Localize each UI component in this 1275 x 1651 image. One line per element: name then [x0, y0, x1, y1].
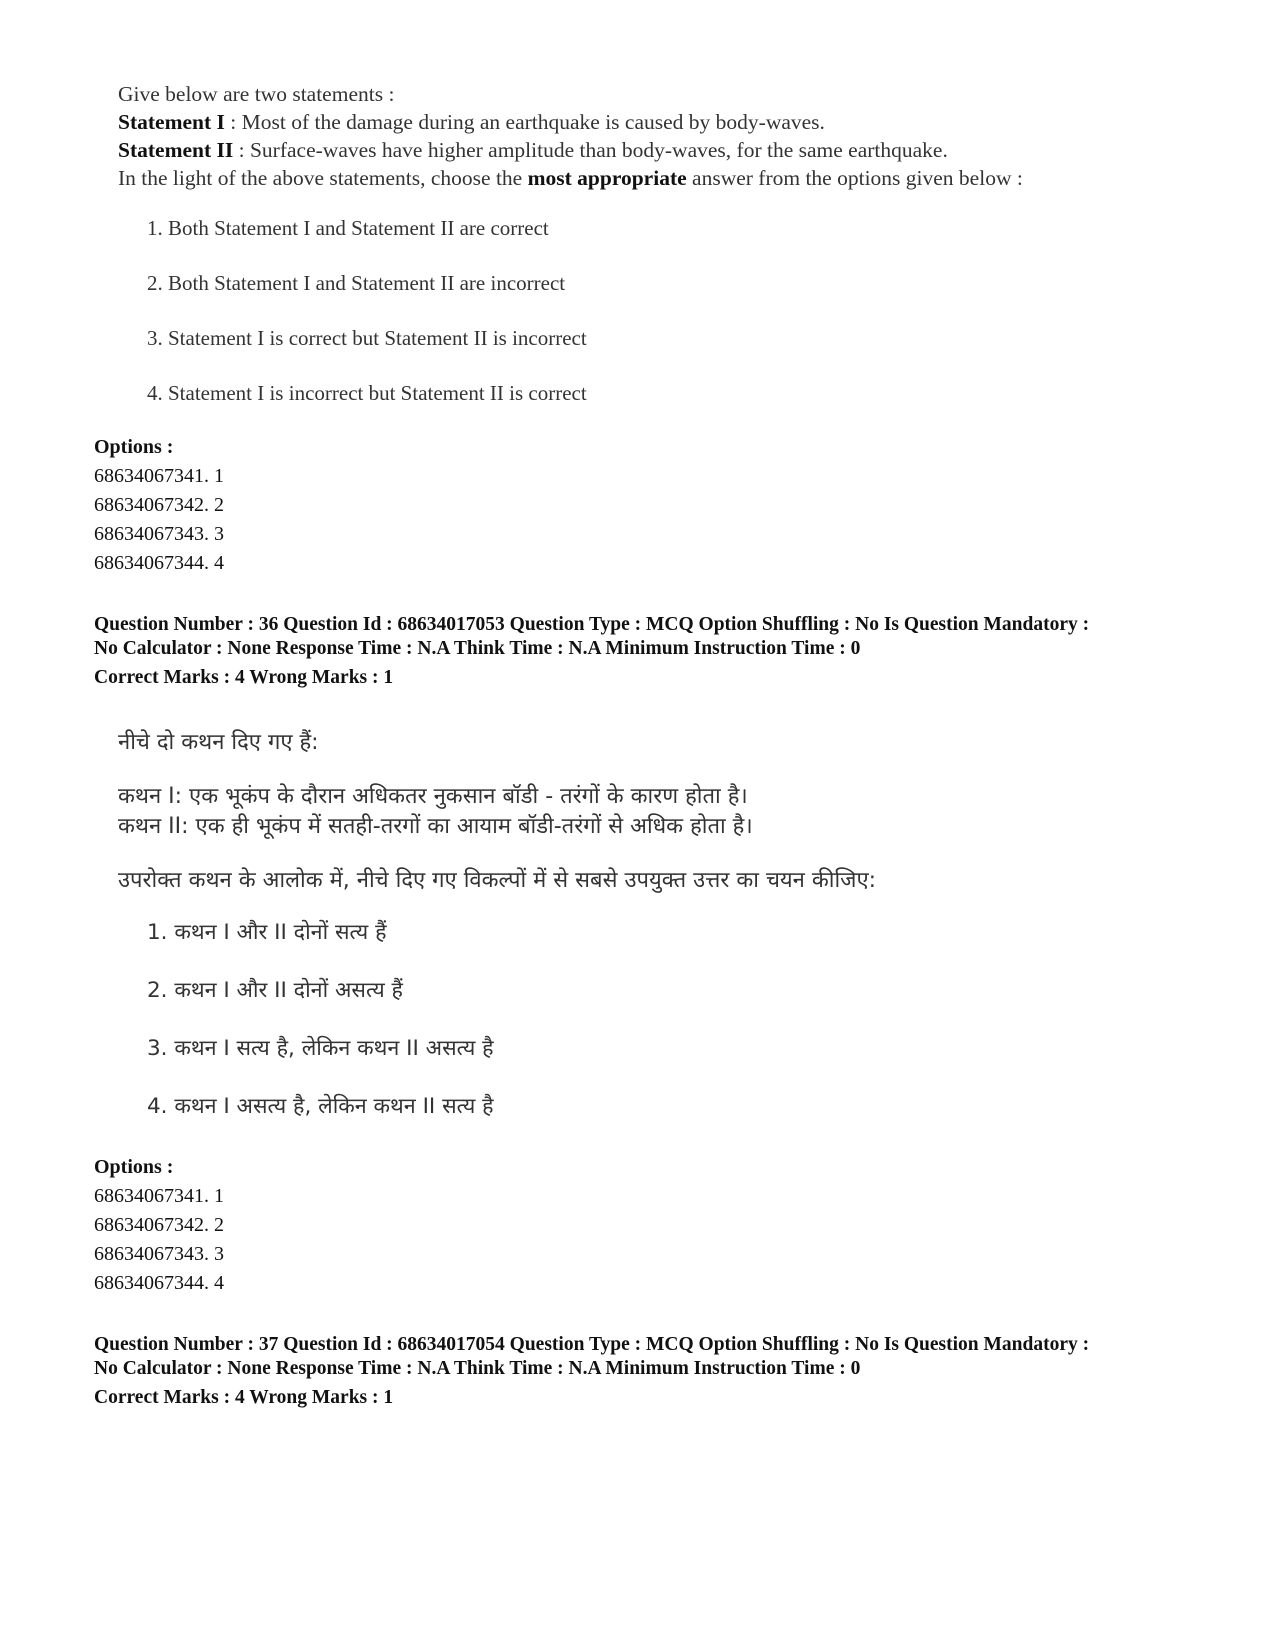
option-id-row: 68634067341. 1: [94, 465, 224, 487]
q35-option-3: 3. Statement I is correct but Statement II is incorrect: [147, 326, 587, 350]
q35-statement-1-text: : Most of the damage during an earthquake is caused by body-waves.: [224, 110, 825, 134]
option-id-row: 68634067342. 2: [94, 1214, 224, 1236]
q36-option-2: 2. कथन I और II दोनों असत्य हैं: [147, 978, 403, 1003]
question-36-header: [94, 613, 1244, 690]
q36-instruction: उपरोक्त कथन के आलोक में, नीचे दिए गए विकल्पों में से सबसे उपयुक्त उत्तर का चयन कीजिए:: [118, 868, 877, 893]
q35-option-list: [147, 214, 1238, 434]
q36-option-3: 3. कथन I सत्य है, लेकिन कथन II असत्य है: [147, 1036, 494, 1061]
question-37-header: [94, 1333, 1244, 1410]
q35-statement-2-label: Statement II: [118, 138, 234, 162]
q35-statement-1: [118, 108, 1238, 136]
question-36-image: [118, 728, 1238, 1150]
q36-option-1: 1. कथन I और II दोनों सत्य हैं: [147, 920, 387, 945]
q36-options: [94, 1153, 694, 1298]
q35-statement-2: [118, 136, 1238, 164]
q36-option-4: 4. कथन I असत्य है, लेकिन कथन II सत्य है: [147, 1094, 494, 1119]
question-meta-line-1: Question Number : 36 Question Id : 68634017053 Question Type : MCQ Option Shuffling : No Is Question Mandatory :: [94, 614, 1090, 635]
option-id-row: 68634067342. 2: [94, 494, 224, 516]
q35-instruction-bold: most appropriate: [527, 166, 687, 190]
question-35-image: [118, 80, 1238, 434]
option-id-row: 68634067343. 3: [94, 523, 224, 545]
q35-intro: Give below are two statements :: [118, 82, 395, 106]
q35-statement-1-label: Statement I: [118, 110, 225, 134]
option-id-row: 68634067344. 4: [94, 552, 224, 574]
option-id-row: 68634067341. 1: [94, 1185, 224, 1207]
question-meta-line-1: Question Number : 37 Question Id : 68634017054 Question Type : MCQ Option Shuffling : No Is Question Mandatory :: [94, 1334, 1090, 1355]
q36-statement-1: कथन I: एक भूकंप के दौरान अधिकतर नुकसान बॉडी - तरंगों के कारण होता है।: [118, 784, 748, 809]
q36-intro: नीचे दो कथन दिए गए हैं:: [118, 730, 319, 755]
q35-instruction: [118, 164, 1238, 192]
options-label: Options :: [94, 1156, 174, 1178]
question-meta-line-2: No Calculator : None Response Time : N.A Think Time : N.A Minimum Instruction Time : 0: [94, 638, 861, 659]
question-meta-line-2: No Calculator : None Response Time : N.A Think Time : N.A Minimum Instruction Time : 0: [94, 1358, 861, 1379]
options-label: Options :: [94, 436, 174, 458]
q35-instruction-prefix: In the light of the above statements, choose the: [118, 166, 528, 190]
q35-option-2: 2. Both Statement I and Statement II are incorrect: [147, 271, 566, 295]
q36-statement-2: कथन II: एक ही भूकंप में सतही-तरगों का आयाम बॉडी-तरंगों से अधिक होता है।: [118, 814, 753, 839]
q35-option-4: 4. Statement I is incorrect but Statement II is correct: [147, 381, 587, 405]
option-id-row: 68634067344. 4: [94, 1272, 224, 1294]
q36-option-list: [147, 918, 1238, 1150]
question-marks: Correct Marks : 4 Wrong Marks : 1: [94, 667, 394, 688]
q35-options: [94, 433, 694, 578]
q35-option-1: 1. Both Statement I and Statement II are correct: [147, 216, 549, 240]
q35-instruction-suffix: answer from the options given below :: [686, 166, 1023, 190]
q35-statement-2-text: : Surface-waves have higher amplitude than body-waves, for the same earthquake.: [233, 138, 948, 162]
question-marks: Correct Marks : 4 Wrong Marks : 1: [94, 1387, 394, 1408]
option-id-row: 68634067343. 3: [94, 1243, 224, 1265]
q36-statements: [118, 782, 1238, 842]
